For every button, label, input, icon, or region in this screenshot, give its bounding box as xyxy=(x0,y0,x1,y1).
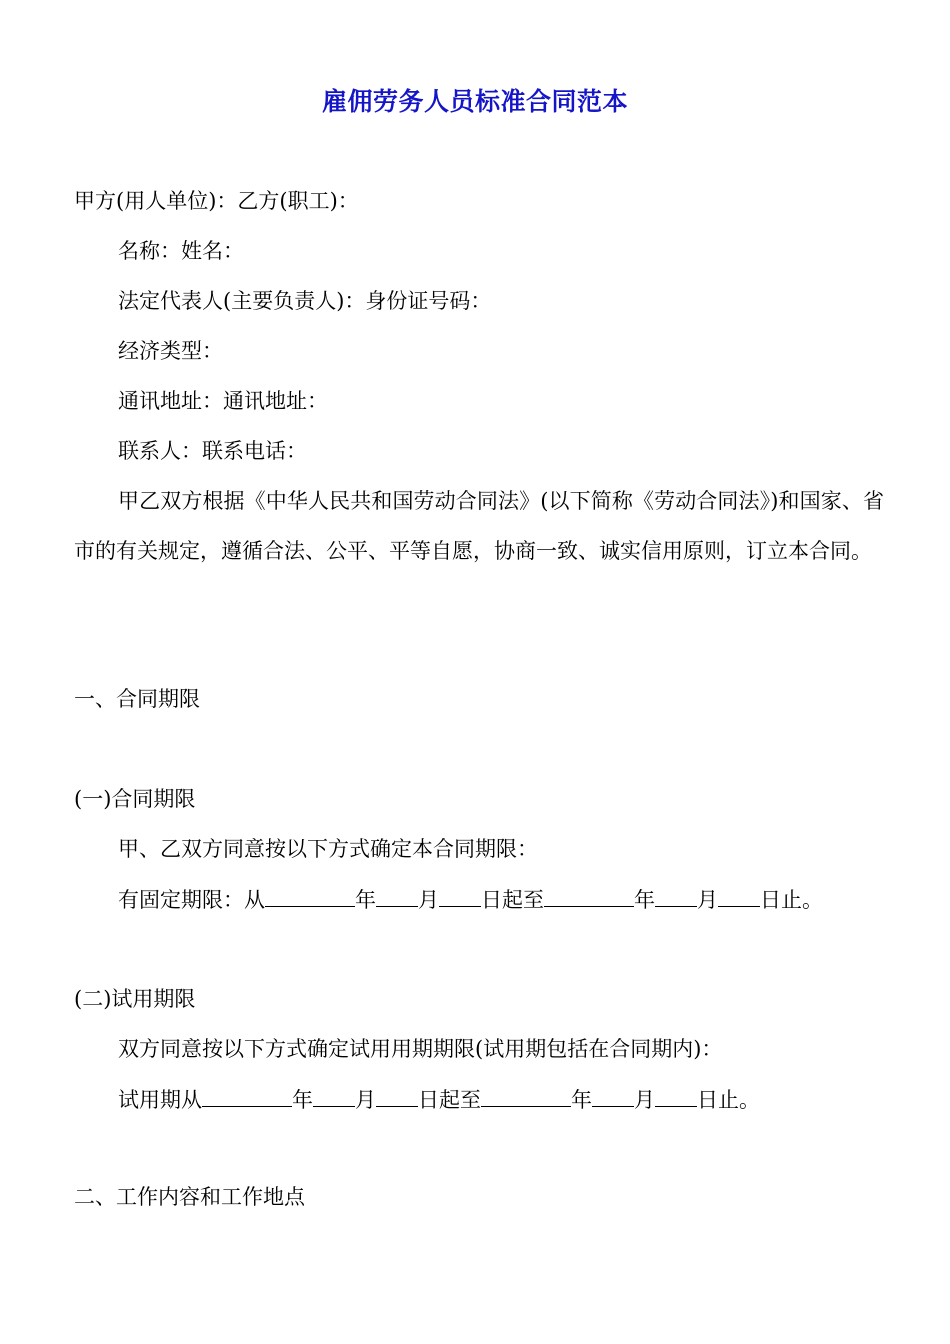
section-1-heading: 一、合同期限 xyxy=(74,687,200,711)
economic-type-line: 经济类型： xyxy=(118,339,223,363)
trial-end-day-blank[interactable] xyxy=(655,1084,697,1107)
day-from-label: 日起至 xyxy=(481,888,544,912)
trial-start-year-blank[interactable] xyxy=(202,1084,292,1107)
start-day-blank[interactable] xyxy=(439,884,481,907)
parties-header: 甲方(用人单位)：乙方(职工)： xyxy=(74,189,359,213)
start-year-blank[interactable] xyxy=(265,884,355,907)
section-2-heading: 二、工作内容和工作地点 xyxy=(74,1185,305,1209)
end-day-blank[interactable] xyxy=(718,884,760,907)
month-label: 月 xyxy=(418,888,439,912)
end-year-blank[interactable] xyxy=(544,884,634,907)
year-label: 年 xyxy=(355,888,376,912)
preamble-paragraph: 甲乙双方根据《中华人民共和国劳动合同法》(以下简称《劳动合同法》)和国家、省市的有关规定，遵循合法、公平、平等自愿，协商一致、诚实信用原则，订立本合同。 xyxy=(74,489,884,563)
trial-end-year-blank[interactable] xyxy=(481,1084,571,1107)
contract-term-intro: 甲、乙双方同意按以下方式确定本合同期限： xyxy=(118,837,538,861)
end-month-blank[interactable] xyxy=(655,884,697,907)
year-label: 年 xyxy=(634,888,655,912)
representative-line: 法定代表人(主要负责人)：身份证号码： xyxy=(118,289,492,313)
start-month-blank[interactable] xyxy=(376,884,418,907)
trial-period-line xyxy=(118,1084,760,1115)
name-line: 名称：姓名： xyxy=(118,239,244,263)
trial-prefix: 试用期从 xyxy=(118,1088,202,1112)
section-1-1-heading: (一)合同期限 xyxy=(74,787,196,811)
trial-start-month-blank[interactable] xyxy=(313,1084,355,1107)
day-from-label: 日起至 xyxy=(418,1088,481,1112)
day-to-label: 日止。 xyxy=(697,1088,760,1112)
trial-start-day-blank[interactable] xyxy=(376,1084,418,1107)
year-label: 年 xyxy=(292,1088,313,1112)
document-title: 雇佣劳务人员标准合同范本 xyxy=(321,87,628,116)
fixed-term-line xyxy=(118,884,823,915)
contact-line: 联系人：联系电话： xyxy=(118,439,307,463)
month-label: 月 xyxy=(634,1088,655,1112)
fixed-term-prefix: 有固定期限：从 xyxy=(118,888,265,912)
address-line: 通讯地址：通讯地址： xyxy=(118,389,328,413)
day-to-label: 日止。 xyxy=(760,888,823,912)
trial-period-intro: 双方同意按以下方式确定试用用期期限(试用期包括在合同期内)： xyxy=(118,1037,723,1061)
year-label: 年 xyxy=(571,1088,592,1112)
month-label: 月 xyxy=(355,1088,376,1112)
month-label: 月 xyxy=(697,888,718,912)
trial-end-month-blank[interactable] xyxy=(592,1084,634,1107)
section-1-2-heading: (二)试用期限 xyxy=(74,987,196,1011)
